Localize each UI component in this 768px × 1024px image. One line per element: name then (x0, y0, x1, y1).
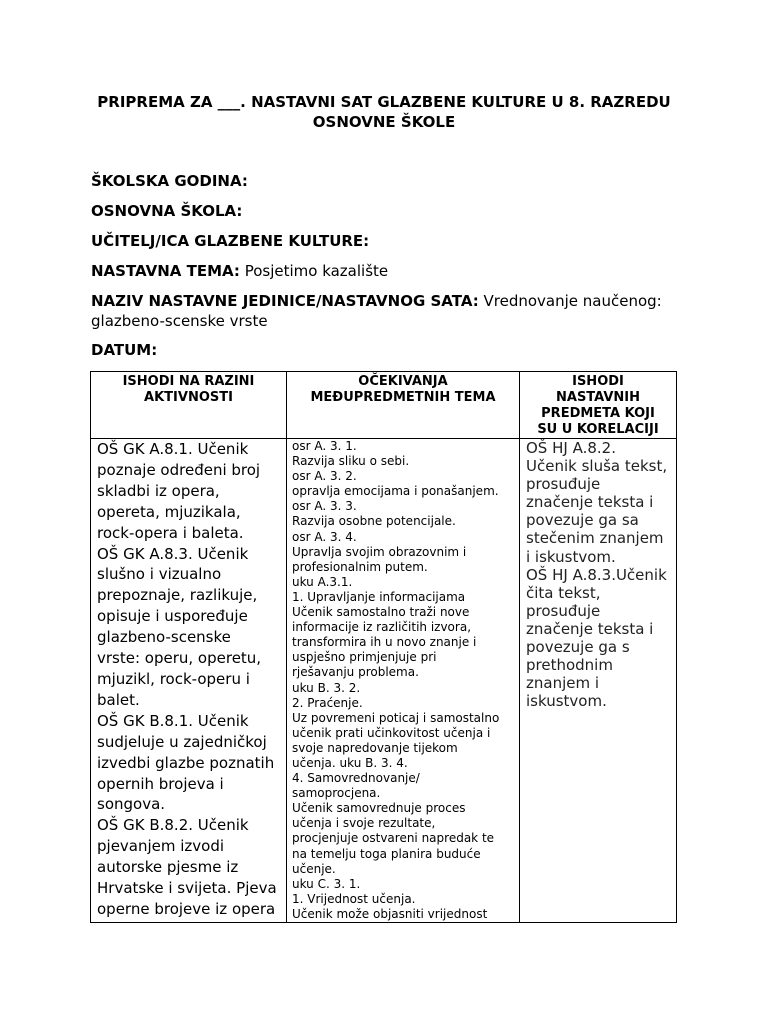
col1-line: operne brojeve iz opera (97, 899, 276, 918)
cell-correlation (520, 439, 677, 923)
col2-line: Upravlja svojim obrazovnim i (292, 544, 467, 559)
col1-line: mjuzikl, rock-operu i (97, 669, 250, 688)
field-date (91, 340, 157, 360)
field-topic (91, 261, 388, 281)
col2-line: učenja. uku B. 3. 4. (292, 755, 408, 770)
col2-line: 1. Upravljanje informacijama (292, 589, 466, 604)
col2-line: osr A. 3. 3. (292, 499, 357, 514)
col2-line: Učenik samostalno traži nove (292, 605, 470, 620)
col1-line: opereta, mjuzikala, (97, 502, 241, 521)
col2-line: 2. Praćenje. (292, 695, 363, 710)
topic-label: NASTAVNA TEMA: (91, 262, 240, 280)
col3-line: znanjem i (526, 674, 600, 693)
col2-line: samoprocjena. (292, 786, 381, 801)
field-unit (91, 291, 662, 311)
col2-line: Razvija osobne potencijale. (292, 514, 456, 529)
col3-line: iskustvom. (526, 692, 607, 711)
col2-line: Učenik može objasniti vrijednost (292, 906, 488, 921)
col3-line: stečenim znanjem (526, 529, 664, 548)
col1-line: izvedbi glazbe poznatih (97, 753, 275, 772)
col3-line: OŠ HJ A.8.2. (526, 439, 616, 457)
col3-line: prosuđuje (526, 475, 601, 494)
header-correlation (520, 372, 677, 439)
col1-line: OŠ GK B.8.2. Učenik (97, 816, 249, 835)
school-year-label: ŠKOLSKA GODINA: (91, 172, 248, 190)
correlation-text (520, 439, 676, 922)
header-activities (91, 372, 287, 439)
col3-line: i iskustvom. (526, 547, 616, 566)
header-line: SU U KORELACIJI (537, 422, 659, 437)
col1-line: songova. (97, 795, 166, 814)
col2-line: na temelju toga planira buduće (292, 846, 481, 861)
cross-curricular-text (287, 439, 519, 922)
date-label: DATUM: (91, 341, 158, 359)
col2-line: procjenjuje ostvareni napredak te (292, 831, 495, 846)
col2-line: učenik prati učinkovitost učenja i (292, 725, 491, 740)
col1-line: skladbi iz opera, (97, 481, 220, 500)
col2-line: uku B. 3. 2. (292, 680, 361, 695)
activities-text (91, 439, 286, 922)
title-line-2: OSNOVNE ŠKOLE (312, 113, 456, 131)
header-line: OČEKIVANJA (358, 374, 448, 389)
col1-line: OŠ GK A.8.1. Učenik (97, 440, 249, 458)
table-row (91, 439, 677, 923)
col2-line: učenje. (292, 861, 336, 876)
unit-value-1: Vrednovanje naučenog: (478, 292, 662, 310)
cell-cross-curricular (287, 439, 520, 923)
col3-line: Učenik sluša tekst, (526, 457, 668, 476)
field-teacher (91, 231, 369, 251)
col2-line: opravlja emocijama i ponašanjem. (292, 484, 499, 499)
unit-label: NAZIV NASTAVNE JEDINICE/NASTAVNOG SATA: (91, 292, 479, 310)
col2-line: osr A. 3. 1. (292, 439, 357, 453)
col2-line: uku A.3.1. (292, 574, 353, 589)
col1-line: autorske pjesme iz (97, 858, 239, 877)
field-school (91, 201, 242, 221)
col3-line: prethodnim (526, 656, 613, 675)
school-label: OSNOVNA ŠKOLA: (91, 202, 243, 220)
header-line: MEĐUPREDMETNIH TEMA (310, 390, 496, 405)
col3-line: povezuje ga s (526, 638, 630, 657)
col1-line: glazbeno-scenske (97, 628, 231, 647)
col2-line: osr A. 3. 4. (292, 529, 357, 544)
col3-line: prosuđuje (526, 601, 601, 620)
header-line: ISHODI NA RAZINI (122, 374, 255, 389)
col2-line: Uz povremeni poticaj i samostalno (292, 710, 500, 725)
preparation-table (90, 371, 677, 923)
col2-line: 1. Vrijednost učenja. (292, 891, 416, 906)
header-line: NASTAVNIH (556, 390, 640, 405)
col1-line: slušno i vizualno (97, 565, 222, 584)
topic-value: Posjetimo kazalište (239, 262, 389, 280)
col1-line: OŠ GK B.8.1. Učenik (97, 711, 249, 730)
cell-activities (91, 439, 287, 923)
field-unit-cont (91, 311, 268, 331)
document-title (80, 92, 688, 132)
col2-line: rješavanju problema. (292, 665, 419, 680)
col1-line: OŠ GK A.8.3. Učenik (97, 544, 249, 563)
col1-line: poznaje određeni broj (97, 460, 261, 479)
col1-line: Hrvatske i svijeta. Pjeva (97, 879, 277, 898)
col2-line: transformira ih u novo znanje i (292, 635, 477, 650)
col2-line: profesionalnim putem. (292, 559, 428, 574)
header-line: ISHODI (572, 374, 624, 389)
col1-line: opernih brojeva i (97, 774, 224, 793)
col2-line: Razvija sliku o sebi. (292, 454, 410, 469)
table-header-row (91, 372, 677, 439)
unit-value-2: glazbeno-scenske vrste (91, 312, 268, 330)
col1-line: balet. (97, 690, 140, 709)
col1-line: pjevanjem izvodi (97, 837, 225, 856)
teacher-label: UČITELJ/ICA GLAZBENE KULTURE: (91, 232, 370, 250)
col2-line: informacije iz različitih izvora, (292, 620, 472, 635)
header-cross-curricular (287, 372, 520, 439)
col1-line: sudjeluje u zajedničkoj (97, 732, 267, 751)
col3-line: značenje teksta i (526, 493, 654, 512)
col1-line: rock-opera i baleta. (97, 523, 244, 542)
col2-line: Učenik samovrednuje proces (292, 801, 466, 816)
col1-line: vrste: operu, operetu, (97, 649, 262, 668)
col2-line: uspješno primjenjuje pri (292, 650, 437, 665)
col2-line: svoje napredovanje tijekom (292, 740, 458, 755)
header-line: PREDMETA KOJI (541, 406, 655, 421)
col3-line: OŠ HJ A.8.3.Učenik (526, 565, 667, 584)
col2-line: učenja i svoje rezultate, (292, 816, 436, 831)
col1-line: opisuje i uspoređuje (97, 607, 248, 626)
col3-line: značenje teksta i (526, 619, 654, 638)
col3-line: povezuje ga sa (526, 511, 639, 530)
col2-line: uku C. 3. 1. (292, 876, 361, 891)
col2-line: 4. Samovrednovanje/ (292, 771, 420, 786)
field-school-year (91, 171, 248, 191)
col2-line: osr A. 3. 2. (292, 469, 357, 484)
col3-line: čita tekst, (526, 583, 601, 602)
col1-line: prepoznaje, razlikuje, (97, 586, 258, 605)
header-line: AKTIVNOSTI (144, 390, 233, 405)
title-line-1: PRIPREMA ZA ___. NASTAVNI SAT GLAZBENE KULTURE U 8. RAZREDU (97, 93, 671, 111)
